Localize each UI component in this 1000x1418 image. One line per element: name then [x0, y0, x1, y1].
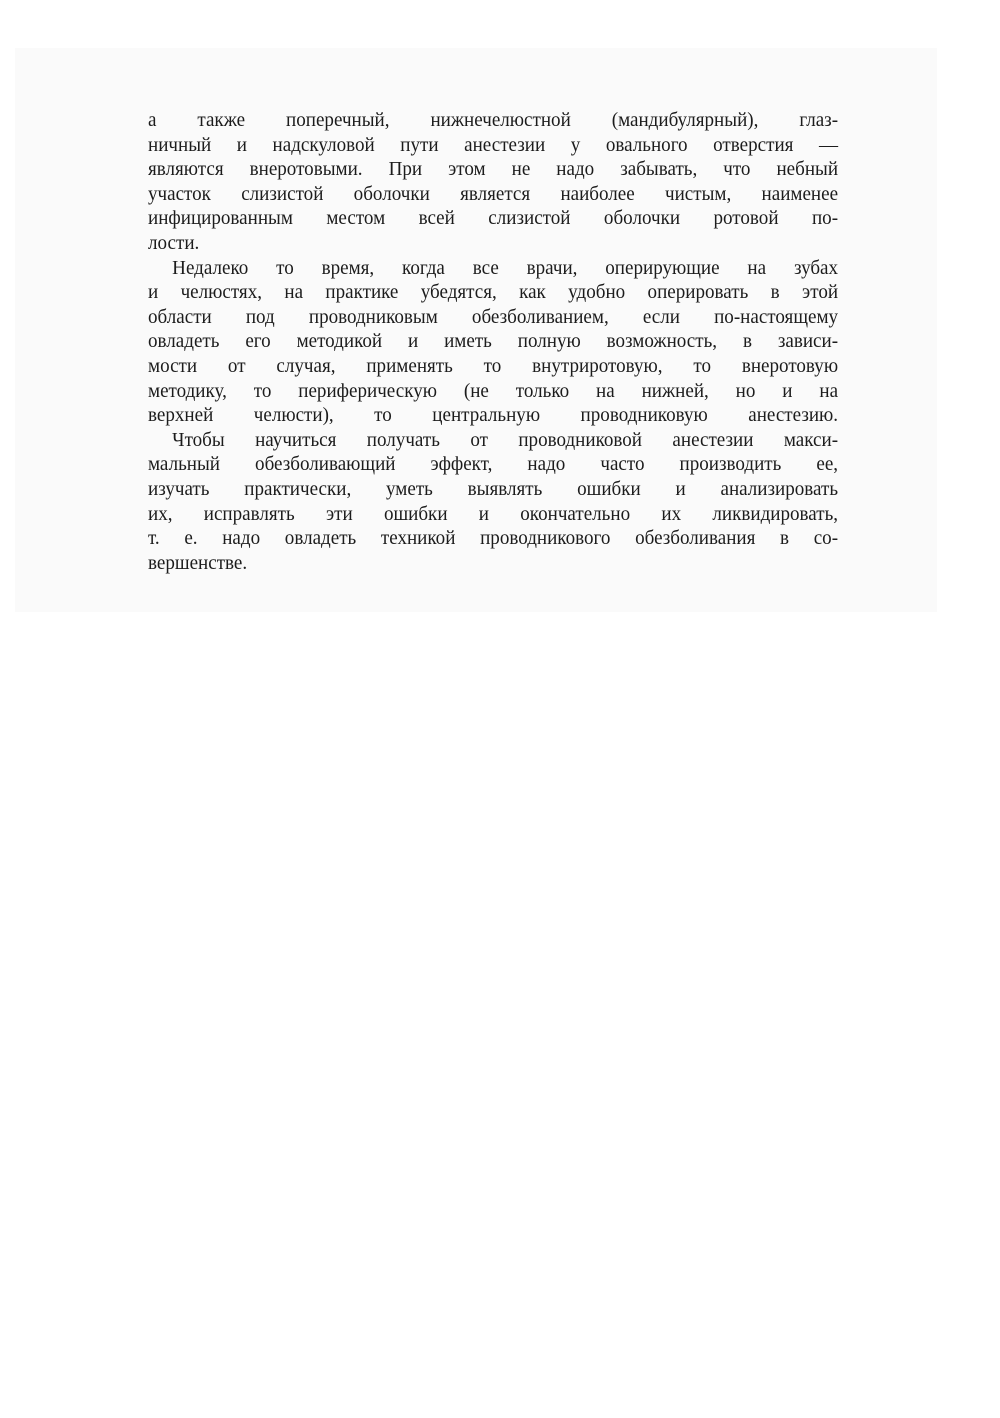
text-line: Чтобы научиться получать от проводниковой анестезии макси-: [172, 428, 839, 451]
text-line: а также поперечный, нижнечелюстной (мандибулярный), глаз-: [148, 109, 839, 131]
text-line: верхней челюсти), то центральную проводниковую анестезию.: [148, 404, 839, 427]
text-line: и челюстях, на практике убедятся, как удобно оперировать в этой: [148, 281, 839, 304]
text-line: т. е. надо овладеть техникой проводникового обезболивания в со-: [148, 527, 839, 550]
text-line: овладеть его методикой и иметь полную возможность, в зависи-: [148, 330, 839, 353]
text-line: методику, то периферическую (не только на нижней, но и на: [148, 379, 839, 402]
paragraph: [148, 428, 839, 576]
paragraph: [148, 108, 839, 256]
text-line: вершенстве.: [148, 551, 248, 574]
text-line: лости.: [148, 231, 200, 254]
text-line: ничный и надскуловой пути анестезии у овального отверстия —: [148, 133, 839, 156]
document-body: [148, 108, 839, 575]
text-line: мости от случая, применять то внутриротовую, то внеротовую: [148, 354, 839, 377]
text-line: являются внеротовыми. При этом не надо забывать, что небный: [148, 158, 839, 181]
text-line: области под проводниковым обезболиванием, если по-настоящему: [148, 305, 839, 328]
text-line: инфицированным местом всей слизистой оболочки ротовой по-: [148, 207, 839, 230]
text-line: Недалеко то время, когда все врачи, оперирующие на зубах: [172, 256, 839, 279]
text-line: их, исправлять эти ошибки и окончательно их ликвидировать,: [148, 502, 839, 525]
text-line: изучать практически, уметь выявлять ошибки и анализировать: [148, 477, 839, 500]
text-line: участок слизистой оболочки является наиболее чистым, наименее: [148, 182, 839, 205]
paragraph: [148, 256, 839, 428]
text-line: мальный обезболивающий эффект, надо часто производить ее,: [148, 453, 839, 476]
